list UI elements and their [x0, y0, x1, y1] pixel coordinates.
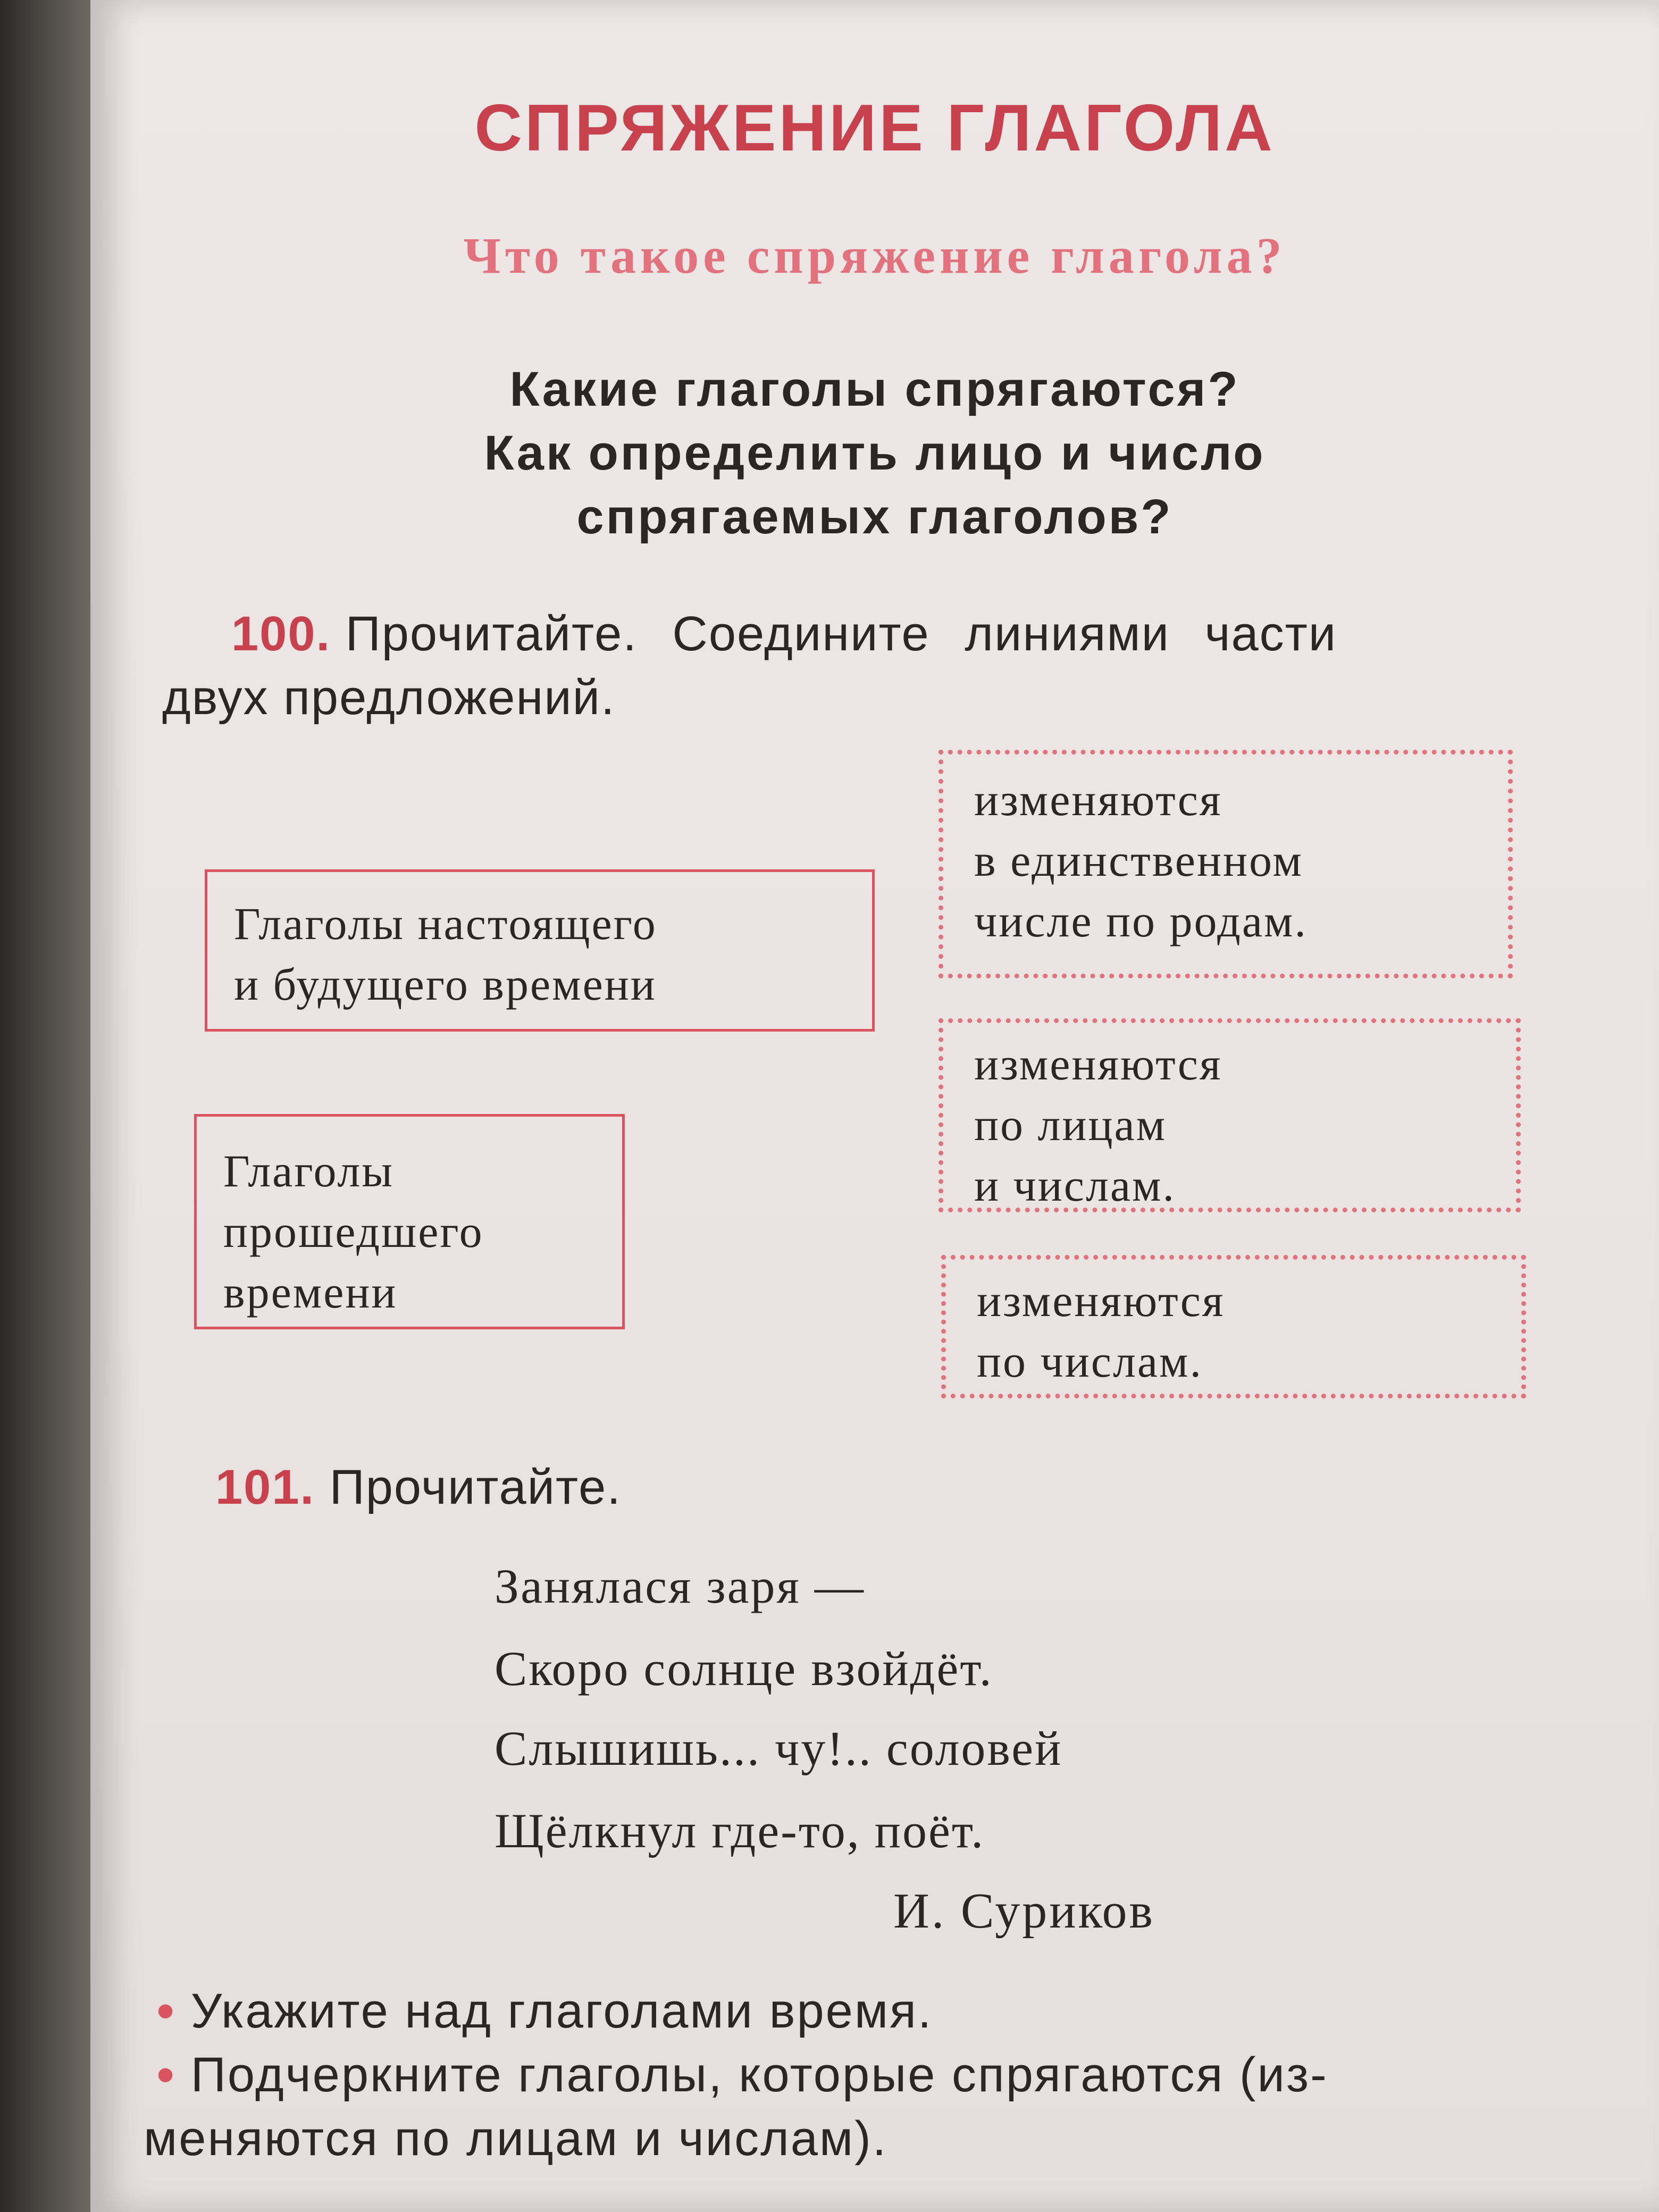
task-101-line: [215, 1460, 622, 1515]
box-line: Глаголы настоящего: [234, 898, 657, 949]
bullet-icon: •: [157, 2048, 176, 2102]
box-line: числе по родам.: [974, 895, 1308, 946]
task-101-number: 101.: [215, 1460, 315, 1514]
instruction-1: [157, 1983, 933, 2039]
match-right-box-gender[interactable]: [939, 750, 1513, 978]
box-line: по лицам: [974, 1099, 1167, 1150]
instruction-2-continued: меняются по лицам и числам).: [144, 2112, 888, 2166]
poem-line-1: Занялася заря —: [495, 1559, 865, 1613]
poem-line-2: Скоро солнце взойдёт.: [495, 1641, 993, 1696]
task-100-line-1: [231, 606, 1337, 662]
poem-line-4: Щёлкнул где-то, поёт.: [495, 1804, 985, 1858]
page-title: СПРЯЖЕНИЕ ГЛАГОЛА: [474, 91, 1275, 165]
task-101-text: Прочитайте.: [329, 1460, 622, 1514]
book-spine: [0, 0, 90, 2212]
bullet-icon: •: [157, 1984, 176, 2038]
match-left-box-past[interactable]: [194, 1114, 625, 1329]
box-line: времени: [223, 1267, 398, 1318]
box-line: изменяются: [977, 1275, 1225, 1326]
box-line: прошедшего: [223, 1206, 484, 1257]
box-line: по числам.: [977, 1336, 1203, 1387]
question-line-3: спрягаемых глаголов?: [576, 490, 1173, 544]
task-100-line-2: двух предложений.: [162, 671, 616, 725]
match-left-box-present-future[interactable]: [205, 869, 875, 1032]
box-line: Глаголы: [223, 1145, 395, 1196]
box-line: и числам.: [974, 1160, 1176, 1211]
section-subtitle: Что такое спряжение глагола?: [463, 227, 1286, 284]
box-line: и будущего времени: [234, 959, 657, 1010]
match-right-box-number[interactable]: [941, 1255, 1526, 1398]
question-line-1: Какие глаголы спрягаются?: [509, 362, 1240, 416]
task-100-number: 100.: [231, 607, 331, 661]
question-line-2: Как определить лицо и число: [484, 426, 1266, 480]
match-right-box-person-number[interactable]: [939, 1018, 1521, 1212]
textbook-page: [90, 0, 1659, 2212]
instruction-1-text: Укажите над глаголами время.: [190, 1984, 933, 2038]
poem-line-3: Слышишь... чу!.. соловей: [495, 1721, 1063, 1775]
task-100-text: Прочитайте. Соедините линиями части: [345, 607, 1337, 661]
instruction-2: [157, 2047, 1328, 2103]
box-line: изменяются: [974, 1038, 1222, 1090]
instruction-2-text: Подчеркните глаголы, которые спрягаются (из-: [190, 2048, 1328, 2102]
box-line: в единственном: [974, 835, 1303, 886]
box-line: изменяются: [974, 774, 1222, 825]
poem-author: И. Суриков: [893, 1883, 1155, 1939]
